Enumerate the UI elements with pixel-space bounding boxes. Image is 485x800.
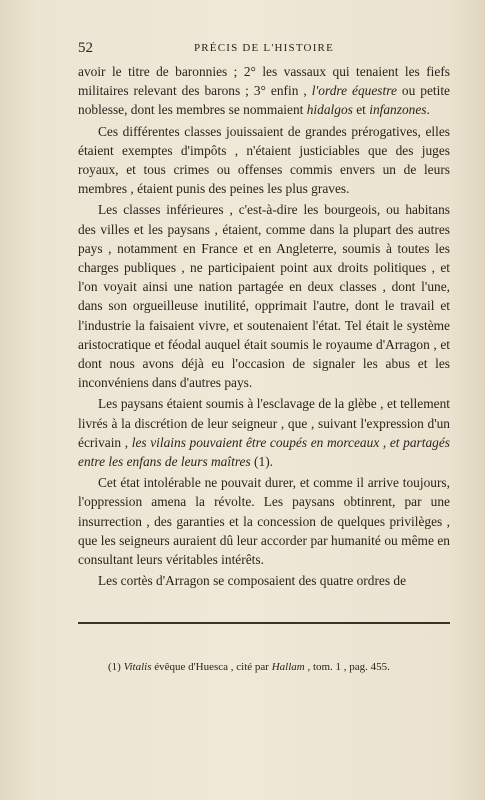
footnote-text-run: , tom. 1 , pag. 455. xyxy=(304,661,390,673)
footnote xyxy=(108,660,448,675)
paragraph-text-run: Les cortès d'Arragon se composaient des quatre ordres de xyxy=(98,573,407,589)
footnote-text-run: (1) xyxy=(108,661,124,673)
paragraph-text-run: Ces différentes classes jouissaient de grandes prérogatives, elles étaient exemptes d'impôts , n'étaient justiciables que des juges royaux, et tous crimes ou offenses commis envers un de leurs membres , étaient punis des peines les plus graves. xyxy=(78,123,450,197)
paragraph-text-run: . xyxy=(426,102,430,118)
footnote-italic-run: Hallam xyxy=(271,661,305,673)
paragraph-text-run: avoir le titre de baronnies ; 2° les vassaux qui tenaient les fiefs militaires relevant des barons ; 3° enfin , xyxy=(78,64,450,99)
paragraph-text-run: et xyxy=(352,102,370,118)
paragraph-6 xyxy=(78,571,450,590)
paragraph-1 xyxy=(78,62,450,120)
paragraph-italic-run: les vilains pouvaient être coupés en morceaux , et partagés entre les enfans de leurs maîtres xyxy=(78,434,450,470)
page-number: 52 xyxy=(78,40,93,56)
paragraph-3 xyxy=(78,200,450,392)
footnote-separator xyxy=(78,622,450,624)
page-header xyxy=(78,40,450,60)
paragraph-text-run: ou petite noblesse, dont les membres se nommaient xyxy=(78,83,450,118)
paragraph-text-run: Les paysans étaient soumis à l'esclavage de la glèbe , et tellement livrés à la discrétion de leur seigneur , que , suivant l'expression d'un écrivain , xyxy=(78,396,450,450)
paragraph-italic-run: l'ordre équestre xyxy=(311,83,397,99)
paragraph-4 xyxy=(78,394,450,471)
running-title: PRÉCIS DE L'HISTOIRE xyxy=(193,42,335,54)
footnote-italic-run: Vitalis xyxy=(123,661,152,673)
paragraph-5 xyxy=(78,473,450,569)
paragraph-text-run: (1). xyxy=(250,454,273,470)
body-text xyxy=(78,62,450,590)
paragraph-italic-run: infanzones xyxy=(369,102,427,118)
paragraph-text-run: Cet état intolérable ne pouvait durer, et comme il arrive toujours, l'oppression amena la révolte. Les paysans obtinrent, par une insurrection , des garanties et la concession de quelques privilèges , que les seigneurs auraient dû leur accorder par humanité ou même en consultant leurs véritables intérêts. xyxy=(78,475,450,568)
paragraph-2 xyxy=(78,122,450,199)
footnote-text-run: évêque d'Huesca , cité par xyxy=(151,661,272,673)
paragraph-text-run: Les classes inférieures , c'est-à-dire les bourgeois, ou habitans des villes et les paysans , étaient, comme dans la plupart des autres pays , notamment en France et en Angleterre, soumis à toutes les charges publiques , ne participaient point aux droits politiques , et l'on voyait ainsi une nation partagée en deux classes , dont l'une, dans son orgueilleuse inutilité, opprimait l'autre, dont le travail et l'industrie la faisaient vivre, et soutenaient l'état. Tel était le système aristocratique et féodal auquel était soumis le royaume d'Arragon , et dont nous avons déjà eu l'occasion de signaler les abus et les inconvéniens dans d'autres pays. xyxy=(78,202,450,391)
paragraph-italic-run: hidalgos xyxy=(306,102,353,118)
